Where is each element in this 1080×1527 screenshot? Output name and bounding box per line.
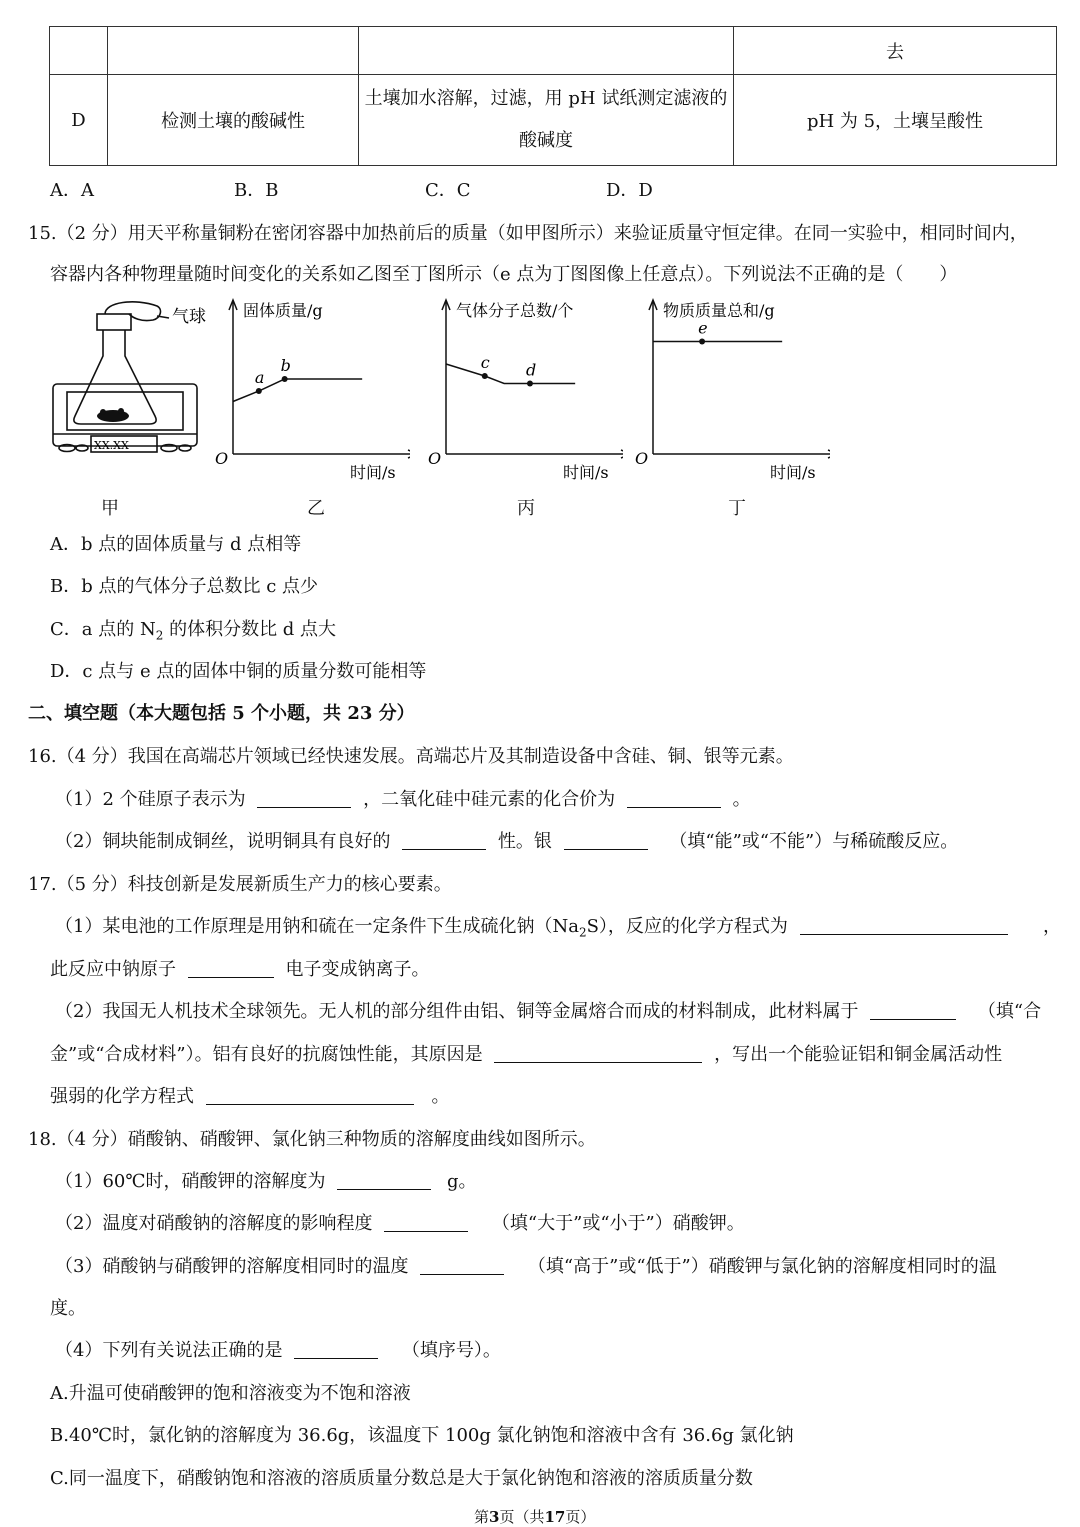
- table-cell-result: pH 为 5，土壤呈酸性: [734, 75, 1057, 166]
- question-15-stem: 容器内各种物理量随时间变化的关系如乙图至丁图所示（e 点为丁图图像上任意点）。下列说法不正确的是（ ）: [50, 264, 958, 285]
- x-axis-label: 时间/s: [563, 463, 609, 482]
- y-axis-label: 物质质量总和/g: [663, 301, 775, 320]
- series-line: [446, 364, 575, 384]
- point-label: e: [698, 318, 708, 338]
- subscript: 2: [155, 628, 164, 643]
- text: 强弱的化学方程式: [50, 1086, 194, 1107]
- question-16-stem: 16.（4 分）我国在高端芯片领域已经快速发展。高端芯片及其制造设备中含硅、铜、银等元素。: [28, 746, 794, 767]
- text: （3）硝酸钠与硝酸钾的溶解度相同时的温度: [55, 1256, 409, 1277]
- option-c-text: C．a 点的 N: [50, 619, 156, 640]
- text: （填“高于”或“低于”）硝酸钾与氯化钠的溶解度相同时的温: [527, 1256, 997, 1277]
- balloon-label: 气球: [172, 307, 206, 327]
- answer-blank[interactable]: [420, 1256, 504, 1275]
- q18-part2: [55, 1209, 745, 1235]
- caption-yi: 乙: [307, 498, 325, 519]
- text: （填“合: [977, 1001, 1042, 1022]
- origin-label: O: [635, 449, 649, 468]
- flask-icon: [74, 330, 156, 424]
- text: （填序号）。: [401, 1340, 501, 1361]
- question-15-stem: 15.（2 分）用天平称量铜粉在密闭容器中加热前后的质量（如甲图所示）来验证质量守恒定律。在同一实验中，相同时间内，: [28, 223, 1028, 244]
- text: （1）2 个硅原子表示为: [55, 789, 246, 810]
- text: （2）我国无人机技术全球领先。无人机的部分组件由铝、铜等金属熔合而成的材料制成，此材料属于: [55, 1001, 859, 1022]
- answer-blank[interactable]: [188, 959, 274, 978]
- series-line: [233, 379, 362, 402]
- text: （1）60℃时，硝酸钾的溶解度为: [55, 1171, 326, 1192]
- option-c-tail: 的体积分数比 d 点大: [163, 619, 337, 640]
- q17-part2-cont: [50, 1082, 449, 1108]
- copper-powder: [118, 408, 124, 414]
- q17-part2-cont: [50, 1040, 1002, 1066]
- answer-blank[interactable]: [800, 916, 1008, 935]
- q15-option-a: A．b 点的固体质量与 d 点相等: [50, 534, 302, 555]
- caption-jia: 甲: [101, 498, 119, 519]
- section-title: 二、填空题（本大题包括 5 个小题，共 23 分）: [28, 703, 415, 724]
- q18-option-c: C.同一温度下，硝酸钠饱和溶液的溶质质量分数总是大于氯化钠饱和溶液的溶质质量分数: [50, 1468, 753, 1489]
- text: （4）下列有关说法正确的是: [55, 1340, 283, 1361]
- apparatus-figure: [45, 296, 215, 466]
- point-label: c: [480, 353, 490, 372]
- text: 金”或“合成材料”）。铝有良好的抗腐蚀性能，其原因是: [50, 1044, 483, 1065]
- q18-option-b: B.40℃时，氯化钠的溶解度为 36.6g，该温度下 100g 氯化钠饱和溶液中含有 36.6g 氯化钠: [50, 1425, 794, 1446]
- text: （2）铜块能制成铜丝，说明铜具有良好的: [55, 831, 391, 852]
- answer-blank[interactable]: [294, 1340, 378, 1359]
- q18-part3: [55, 1252, 997, 1278]
- answer-blank[interactable]: [384, 1213, 468, 1232]
- table-cell-method: [359, 75, 734, 166]
- point-label: b: [280, 356, 291, 375]
- stopper: [97, 314, 131, 330]
- q17-part1-cont: [50, 955, 429, 981]
- q15-option-d: D．c 点与 e 点的固体中铜的质量分数可能相等: [50, 661, 427, 682]
- text: S），反应的化学方程式为: [586, 916, 788, 937]
- balance-display-text: XX.XX: [94, 439, 129, 452]
- answer-blank[interactable]: [870, 1001, 956, 1020]
- option-b: B．B: [234, 180, 279, 201]
- y-axis-label: 固体质量/g: [243, 301, 323, 320]
- text: （填“能”或“不能”）与稀硫酸反应。: [669, 831, 959, 852]
- answer-blank[interactable]: [206, 1086, 414, 1105]
- answer-blank[interactable]: [627, 789, 721, 808]
- answer-blank[interactable]: [564, 831, 648, 850]
- q17-part1: [55, 912, 1014, 940]
- copper-powder: [100, 409, 106, 415]
- q15-option-c: [50, 615, 336, 643]
- chart-yi: [205, 296, 410, 491]
- option-c: C．C: [425, 180, 471, 201]
- text: （2）温度对硝酸钠的溶解度的影响程度: [55, 1213, 373, 1234]
- answer-blank[interactable]: [337, 1171, 431, 1190]
- origin-label: O: [215, 449, 229, 468]
- text: g。: [446, 1171, 477, 1192]
- point-label: d: [525, 360, 537, 380]
- data-point: [282, 376, 288, 382]
- subscript: 2: [578, 925, 587, 940]
- data-point: [256, 388, 262, 394]
- text: ，二氧化硅中硅元素的化合价为: [363, 789, 616, 810]
- q18-option-a: A.升温可使硝酸钾的饱和溶液变为不饱和溶液: [50, 1383, 411, 1404]
- text: 。: [431, 1086, 450, 1107]
- answer-blank[interactable]: [402, 831, 486, 850]
- text: 电子变成钠离子。: [285, 959, 430, 980]
- chart-ding: [625, 296, 830, 491]
- table-cell: [108, 27, 359, 75]
- total-pages: 17: [544, 1508, 566, 1526]
- text: 此反应中钠原子: [50, 959, 176, 980]
- table-cell-purpose: 检测土壤的酸碱性: [108, 75, 359, 166]
- question-18-stem: 18.（4 分）硝酸钠、硝酸钾、氯化钠三种物质的溶解度曲线如图所示。: [28, 1129, 596, 1150]
- q17-part2: [55, 997, 1041, 1023]
- q18-part3-cont: 度。: [50, 1298, 86, 1319]
- text: 页（共: [499, 1508, 545, 1526]
- method-line: 酸碱度: [519, 130, 573, 151]
- caption-ding: 丁: [728, 498, 746, 519]
- text: 页）: [565, 1508, 596, 1526]
- x-axis-label: 时间/s: [350, 463, 396, 482]
- q16-part2: [55, 827, 958, 853]
- text: ，写出一个能验证铝和铜金属活动性: [714, 1044, 1003, 1065]
- point-label: a: [254, 368, 265, 387]
- page-footer: [474, 1506, 595, 1527]
- data-point: [699, 339, 705, 345]
- answer-blank[interactable]: [494, 1044, 702, 1063]
- text: 。: [732, 789, 751, 810]
- q16-part1: [55, 785, 751, 811]
- text: （填“大于”或“小于”）硝酸钾。: [491, 1213, 745, 1234]
- page-number: 3: [489, 1508, 500, 1526]
- table-cell: 去: [734, 27, 1057, 75]
- data-point: [482, 373, 488, 379]
- data-point: [527, 381, 533, 387]
- x-axis-label: 时间/s: [770, 463, 816, 482]
- table-cell: [359, 27, 734, 75]
- option-a: A．A: [50, 180, 94, 201]
- table-cell: [50, 27, 108, 75]
- answer-blank[interactable]: [257, 789, 351, 808]
- text: （1）某电池的工作原理是用钠和硫在一定条件下生成硫化钠（Na: [55, 916, 579, 937]
- q18-part1: [55, 1167, 477, 1193]
- text: ，: [1043, 916, 1061, 937]
- text: 性。银: [497, 831, 552, 852]
- option-d: D．D: [606, 180, 653, 201]
- text: 第: [474, 1508, 490, 1526]
- q18-part4: [55, 1336, 501, 1362]
- y-axis-label: 气体分子总数/个: [456, 301, 574, 320]
- q15-option-b: B．b 点的气体分子总数比 c 点少: [50, 576, 318, 597]
- table-cell-label: D: [50, 75, 108, 166]
- method-line: 土壤加水溶解，过滤，用 pH 试纸测定滤液的: [364, 88, 728, 109]
- balloon-icon: [105, 302, 160, 321]
- question-17-stem: 17.（5 分）科技创新是发展新质生产力的核心要素。: [28, 874, 452, 895]
- caption-bing: 丙: [517, 498, 535, 519]
- origin-label: O: [428, 449, 442, 468]
- chart-bing: [418, 296, 623, 491]
- experiment-table: [49, 26, 1057, 166]
